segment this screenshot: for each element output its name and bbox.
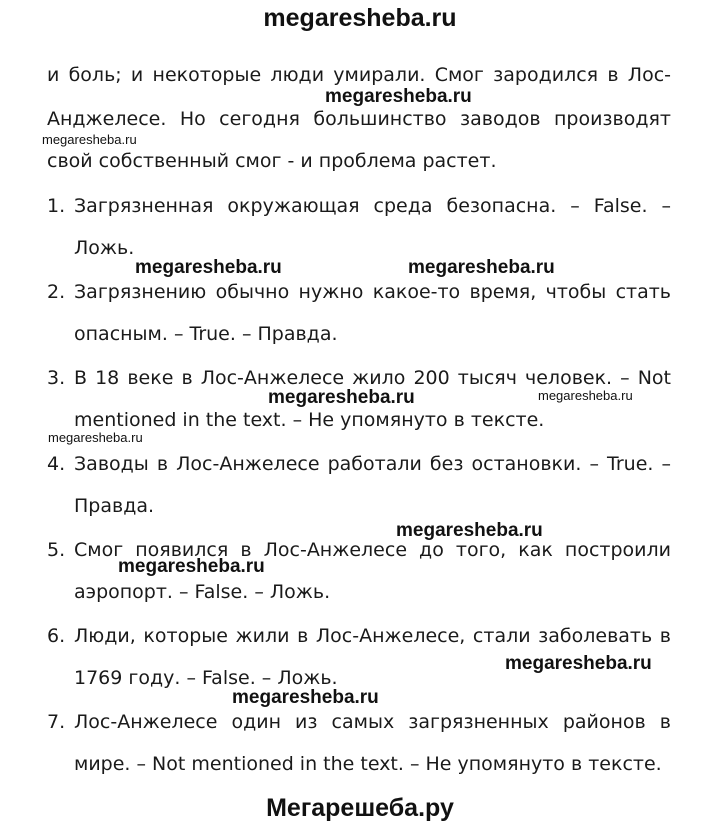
item-number: 6.: [47, 625, 66, 647]
watermark-small: megaresheba.ru: [48, 430, 143, 445]
item-2-line-2: опасным. – True. – Правда.: [74, 323, 338, 345]
watermark: megaresheba.ru: [325, 86, 472, 107]
site-header: megaresheba.ru: [263, 4, 457, 32]
watermark-small: megaresheba.ru: [42, 132, 137, 147]
item-number: 3.: [47, 367, 66, 389]
item-6-line-1: Люди, которые жили в Лос-Анжелесе, стали заболевать в: [74, 625, 671, 647]
item-1-line-1: Загрязненная окружающая среда безопасна. – False. –: [74, 195, 671, 217]
watermark: megaresheba.ru: [135, 257, 282, 278]
watermark: megaresheba.ru: [268, 387, 415, 408]
item-3-line-1: В 18 веке в Лос-Анжелесе жило 200 тысяч человек. – Not: [74, 367, 671, 389]
item-number: 2.: [47, 281, 66, 303]
item-number: 4.: [47, 453, 66, 475]
item-3-line-2: mentioned in the text. – Не упомянуто в тексте.: [74, 409, 545, 431]
item-7-line-2: мире. – Not mentioned in the text. – Не упомянуто в тексте.: [74, 753, 662, 775]
site-footer-brand: Мегарешеба.ру: [266, 794, 454, 822]
watermark: megaresheba.ru: [118, 556, 265, 577]
item-2-line-1: Загрязнению обычно нужно какое-то время, чтобы стать: [74, 281, 671, 303]
item-number: 1.: [47, 195, 66, 217]
intro-line-3: свой собственный смог - и проблема растет.: [47, 150, 497, 172]
watermark: megaresheba.ru: [396, 520, 543, 541]
item-4-line-1: Заводы в Лос-Анжелесе работали без остановки. – True. –: [74, 453, 671, 475]
intro-line-2: Анджелесе. Но сегодня большинство заводов производят: [47, 108, 671, 130]
watermark: megaresheba.ru: [505, 653, 652, 674]
item-7-line-1: Лос-Анжелесе один из самых загрязненных районов в: [74, 711, 671, 733]
item-5-line-1: Смог появился в Лос-Анжелесе до того, как построили: [74, 539, 671, 561]
item-6-line-2: 1769 году. – False. – Ложь.: [74, 667, 338, 689]
intro-line-1: и боль; и некоторые люди умирали. Смог зародился в Лос-: [47, 64, 671, 86]
watermark-small: megaresheba.ru: [538, 388, 633, 403]
watermark: megaresheba.ru: [232, 687, 379, 708]
item-1-line-2: Ложь.: [74, 237, 135, 259]
item-5-line-2: аэропорт. – False. – Ложь.: [74, 581, 331, 603]
item-number: 7.: [47, 711, 66, 733]
watermark: megaresheba.ru: [408, 257, 555, 278]
item-number: 5.: [47, 539, 66, 561]
item-4-line-2: Правда.: [74, 495, 155, 517]
